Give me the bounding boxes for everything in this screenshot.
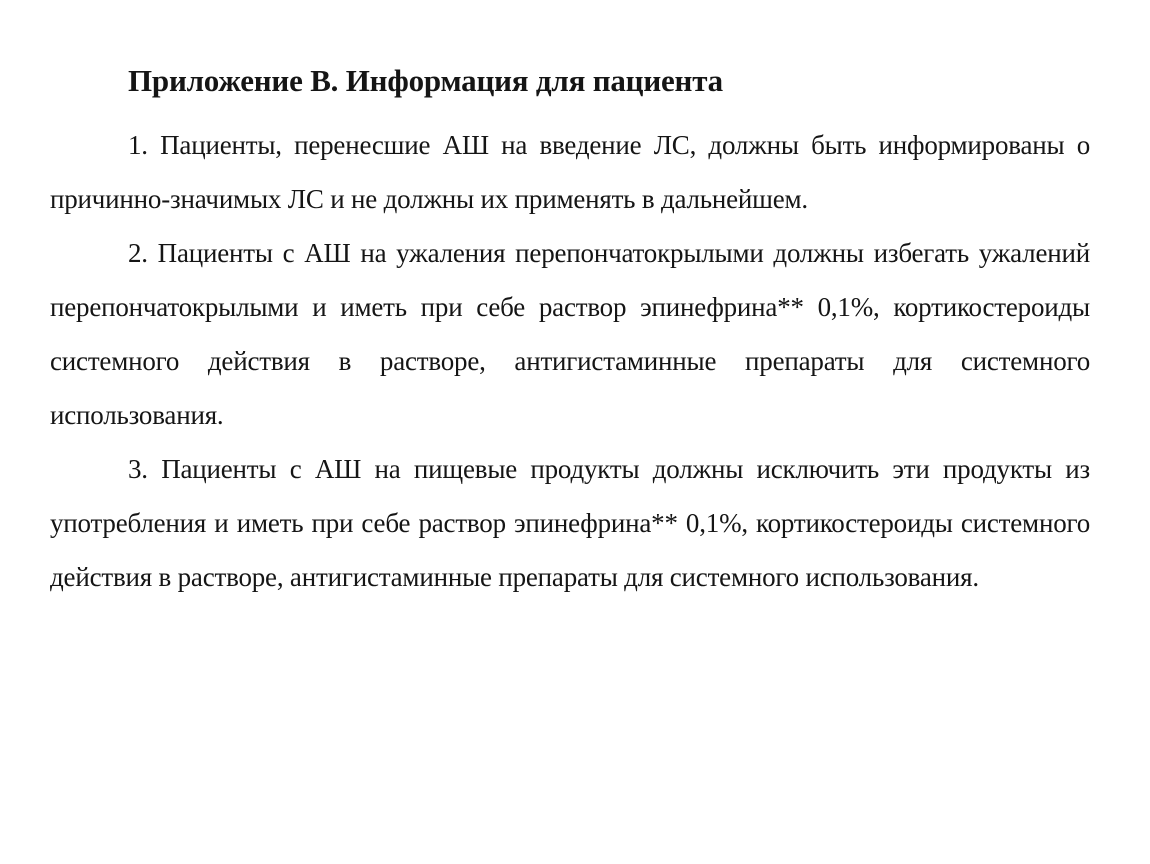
page-title: Приложение В. Информация для пациента	[128, 63, 723, 98]
document-body	[50, 58, 1090, 604]
paragraph-3: 3. Пациенты с АШ на пищевые продукты должны исключить эти продукты из употребления и иметь при себе раствор эпинефрина** 0,1%, кортикостероиды системного действия в растворе, антигистаминные препараты для системного использования.	[50, 454, 1090, 592]
paragraph-2: 2. Пациенты с АШ на ужаления перепончатокрылыми должны избегать ужалений перепончатокрылыми и иметь при себе раствор эпинефрина** 0,1%, кортикостероиды системного действия в растворе, антигистаминные препараты для системного использования.	[50, 238, 1090, 430]
paragraph-1: 1. Пациенты, перенесшие АШ на введение ЛС, должны быть информированы о причинно-значимых ЛС и не должны их применять в дальнейшем.	[50, 130, 1090, 214]
